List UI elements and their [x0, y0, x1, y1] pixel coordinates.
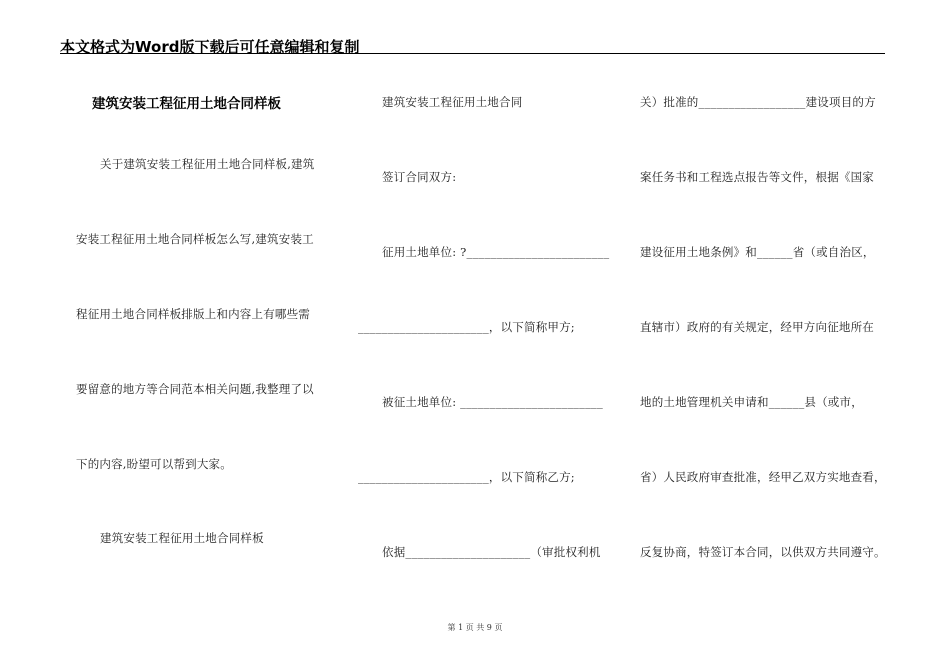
- body-line: 安装工程征用土地合同样板怎么写,建筑安装工: [76, 232, 314, 246]
- body-line: 反复协商，特签订本合同，以供双方共同遵守。: [640, 545, 886, 559]
- body-line: 案任务书和工程选点报告等文件，根据《国家: [640, 170, 874, 184]
- page-number: 第 1 页 共 9 页: [447, 623, 503, 632]
- body-line: 直辖市）政府的有关规定，经甲方向征地所在: [640, 320, 874, 334]
- body-line: 下的内容,盼望可以帮到大家。: [76, 457, 232, 471]
- body-line: 关）批准的__________________建设项目的方: [640, 95, 876, 109]
- body-line: 依据_____________________（审批权利机: [382, 545, 601, 559]
- body-line: 建筑安装工程征用土地合同样板: [100, 531, 264, 545]
- body-line: 签订合同双方:: [382, 170, 457, 184]
- body-line: 程征用土地合同样板排版上和内容上有哪些需: [76, 307, 310, 321]
- body-line: 省）人民政府审查批准，经甲乙双方实地查看，: [640, 470, 886, 484]
- document-title: 建筑安装工程征用土地合同样板: [92, 96, 281, 112]
- body-line: ______________________，以下简称甲方;: [358, 320, 575, 334]
- body-line: 关于建筑安装工程征用土地合同样板,建筑: [100, 157, 315, 171]
- body-line: 被征土地单位: ________________________: [382, 395, 603, 409]
- document-header: 本文格式为Word版下载后可任意编辑和复制: [60, 38, 360, 56]
- body-line: 建筑安装工程征用土地合同: [382, 95, 523, 109]
- body-line: 建设征用土地条例》和______省（或自治区，: [640, 245, 875, 259]
- body-line: 地的土地管理机关申请和______县（或市，: [640, 395, 863, 409]
- body-line: 征用土地单位: ?________________________: [382, 245, 610, 259]
- body-line: 要留意的地方等合同范本相关问题,我整理了以: [76, 382, 314, 396]
- header-divider: [60, 53, 885, 54]
- body-line: ______________________，以下简称乙方;: [358, 470, 575, 484]
